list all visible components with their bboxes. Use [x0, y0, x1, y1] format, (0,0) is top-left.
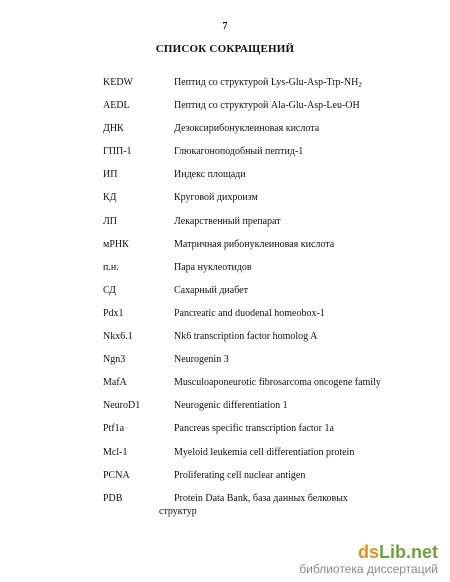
abbreviation-definition [174, 354, 410, 366]
abbreviation-definition [174, 331, 410, 343]
abbreviation-definition [174, 169, 410, 181]
abbreviation-term: Nkx6.1 [103, 331, 133, 343]
abbreviation-term: NeuroD1 [103, 400, 141, 412]
abbreviation-definition [174, 400, 410, 412]
abbreviation-definition [174, 262, 410, 274]
abbreviation-definition-text: Protein Data Bank, база данных белковых [174, 492, 348, 504]
abbreviation-definition-continuation: структур [159, 505, 197, 517]
abbreviation-definition-text: Лекарственный препарат [174, 215, 281, 227]
abbreviation-term: Ngn3 [103, 354, 126, 366]
abbreviation-row [0, 169, 450, 192]
abbreviation-definition-text: Дезоксирибонуклеиновая кислота [174, 123, 320, 135]
abbreviation-definition-text: Пептид со структурой Ala-Glu-Asp-Leu-OH [174, 100, 360, 112]
abbreviation-term: ДНК [103, 123, 124, 135]
abbreviation-row [0, 239, 450, 262]
abbreviation-row [0, 331, 450, 354]
abbreviation-list [0, 77, 450, 516]
abbreviation-definition [174, 447, 410, 459]
abbreviation-definition [174, 192, 410, 204]
abbreviation-row [0, 262, 450, 285]
abbreviation-definition-text: Myeloid leukemia cell differentiation protein [174, 446, 355, 458]
abbreviation-definition-text: Pancreatic and duodenal homeobox-1 [174, 307, 325, 319]
definition-subscript: 2 [358, 81, 362, 89]
abbreviation-row [0, 400, 450, 423]
abbreviation-row [0, 447, 450, 470]
abbreviation-definition-text: Nk6 transcription factor homolog A [174, 331, 318, 343]
abbreviation-definition-text: Proliferating cell nuclear antigen [174, 469, 306, 481]
abbreviation-definition-text: Пептид со структурой Lys-Glu-Asp-Trp-NH [174, 77, 359, 88]
watermark-logo [299, 542, 438, 576]
abbreviation-definition [174, 308, 410, 320]
abbreviation-term: ГПП-1 [103, 146, 132, 158]
abbreviation-row [0, 77, 450, 100]
abbreviation-term: Mcl-1 [103, 446, 128, 458]
logo-lib: Lib [378, 542, 406, 562]
abbreviation-definition [174, 493, 410, 505]
watermark-logo-text [299, 542, 438, 562]
abbreviation-definition [174, 470, 410, 482]
abbreviation-definition-text: Pancreas specific transcription factor 1a [174, 423, 334, 435]
abbreviation-definition [174, 239, 410, 251]
abbreviation-definition-text: Neurogenic differentiation 1 [174, 400, 288, 412]
watermark-tagline: библиотека диссертаций [299, 562, 438, 576]
abbreviation-definition [174, 285, 410, 297]
abbreviation-definition [174, 77, 410, 89]
abbreviation-term: КД [103, 192, 117, 204]
abbreviation-definition-text: Индекс площади [174, 169, 246, 181]
abbreviation-definition-text: Пара нуклеотидов [174, 261, 252, 273]
abbreviation-term: PDB [103, 492, 123, 504]
page-number: 7 [222, 21, 228, 32]
abbreviation-term: KEDW [103, 77, 133, 88]
abbreviation-definition-text: Neurogenin 3 [174, 354, 229, 366]
abbreviation-definition-text: Матричная рибонуклеиновая кислота [174, 238, 335, 250]
abbreviation-row [0, 423, 450, 446]
abbreviation-row [0, 100, 450, 123]
abbreviation-row [0, 377, 450, 400]
abbreviation-term: ЛП [103, 215, 118, 227]
abbreviation-term: мРНК [103, 238, 129, 250]
abbreviation-term: Ptf1a [103, 423, 125, 435]
abbreviation-definition [174, 146, 410, 158]
abbreviation-term: ИП [103, 169, 118, 181]
abbreviation-definition-text: Сахарный диабет [174, 284, 248, 296]
abbreviation-term: PCNA [103, 469, 130, 481]
abbreviation-row [0, 354, 450, 377]
logo-net: .net [405, 542, 438, 562]
abbreviation-definition [174, 377, 410, 389]
logo-ds: ds [357, 542, 379, 562]
abbreviation-definition [174, 123, 410, 135]
abbreviation-row [0, 308, 450, 331]
abbreviation-definition [174, 423, 410, 435]
abbreviation-term: AEDL [103, 100, 130, 112]
abbreviation-row [0, 285, 450, 308]
abbreviation-row [0, 493, 450, 516]
page-title: СПИСОК СОКРАЩЕНИЙ [155, 43, 295, 55]
abbreviation-row [0, 470, 450, 493]
abbreviation-term: MafA [103, 377, 127, 389]
abbreviation-row [0, 123, 450, 146]
abbreviation-row [0, 192, 450, 215]
abbreviation-definition-text: Глюкагоноподобный пептид-1 [174, 146, 304, 158]
abbreviation-row [0, 146, 450, 169]
abbreviation-definition [174, 216, 410, 228]
abbreviation-term: СД [103, 284, 116, 296]
abbreviation-row [0, 216, 450, 239]
abbreviation-definition [174, 100, 410, 112]
abbreviation-term: Pdx1 [103, 307, 124, 319]
abbreviation-definition-text: Круговой дихроизм [174, 192, 258, 204]
abbreviation-definition-text: Musculoaponeurotic fibrosarcoma oncogene family [174, 377, 381, 389]
abbreviation-term: п.н. [103, 261, 119, 273]
